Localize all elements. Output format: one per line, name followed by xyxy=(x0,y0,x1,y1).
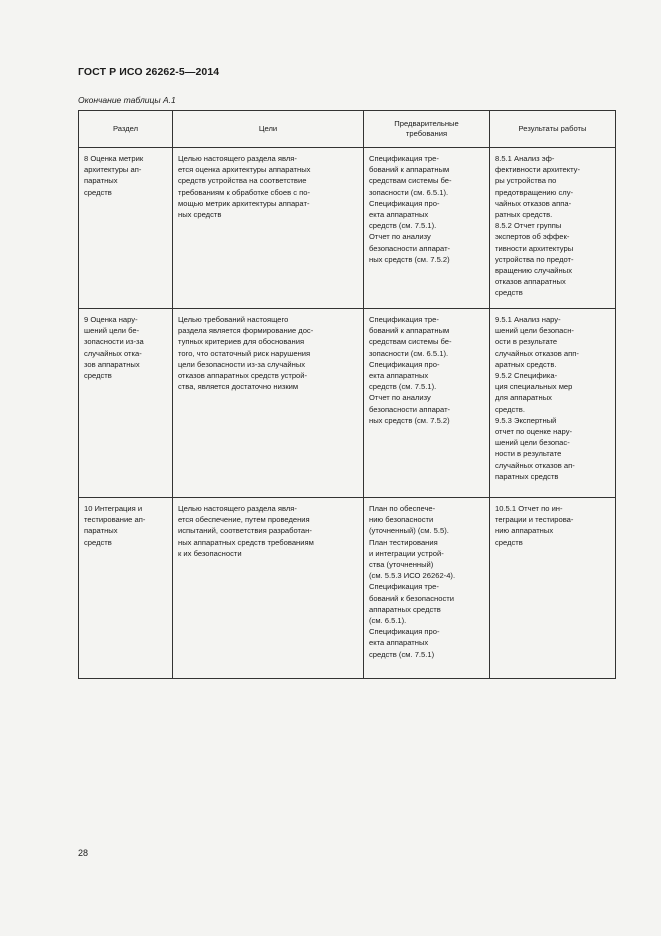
results-text: 10.5.1 Отчет по ин- теграции и тестирова- нию аппаратных средств xyxy=(495,504,574,547)
cell-goal xyxy=(173,148,364,309)
results-text: 9.5.1 Анализ нару- шений цели безопасн- ости в результате случайных отказов апп- аратных средств. 9.5.2 Специфика- ция специальных мер для аппаратных средств. 9.5.3 Экспертный отчет по оценке нару- шений цели безопас- ности в результате случайных отказов ап- паратных средств xyxy=(495,315,579,481)
requirements-table xyxy=(78,110,616,679)
document-title: ГОСТ Р ИСО 26262-5—2014 xyxy=(78,66,220,78)
page-number: 28 xyxy=(78,848,89,858)
table-row xyxy=(79,498,616,679)
cell-goal xyxy=(173,309,364,498)
cell-results xyxy=(490,148,616,309)
table-caption: Окончание таблицы А.1 xyxy=(78,95,176,105)
cell-prerequisites xyxy=(364,148,490,309)
section-text: 9 Оценка нару- шений цели бе- зопасности из-за случайных отка- зов аппаратных средств xyxy=(84,315,144,381)
header-results: Результаты работы xyxy=(490,111,616,148)
results-text: 8.5.1 Анализ эф- фективности архитекту- ры устройства по предотвращению слу- чайных отказов аппа- ратных средств. 8.5.2 Отчет группы экспертов об эффек- тивности архитектуры устройства по предот- вращению случайных отказов аппаратных средств xyxy=(495,154,580,298)
prerequisites-text: Спецификация тре- бований к аппаратным средствам системы бе- зопасности (см. 6.5.1). Спецификация про- екта аппаратных средств (см. 7.5.1). Отчет по анализу безопасности аппарат- ных средств (см. 7.5.2) xyxy=(369,315,452,425)
section-text: 10 Интеграция и тестирование ап- паратных средств xyxy=(84,504,146,547)
cell-prerequisites xyxy=(364,498,490,679)
goal-text: Целью настоящего раздела явля- ется обеспечение, путем проведения испытаний, соответствия разработан- ных аппаратных средств требованиям к их безопасности xyxy=(178,504,314,558)
table-row xyxy=(79,309,616,498)
cell-section xyxy=(79,309,173,498)
cell-results xyxy=(490,498,616,679)
goal-text: Целью требований настоящего раздела является формирование дос- тупных критериев для обоснования того, что остаточный риск нарушения цели безопасности из-за случайных отказов аппаратных средств устрой- ства, является достаточно низким xyxy=(178,315,314,392)
header-prerequisites: Предварительные требования xyxy=(364,111,490,148)
prerequisites-text: План по обеспече- нию безопасности (уточненный) (см. 5.5). План тестирования и интеграции устрой- ства (уточненный) (см. 5.5.3 ИСО 26262-4). Спецификация тре- бований к безопасности аппаратных средств (см. 6.5.1). Спецификация про- екта аппаратных средств (см. 7.5.1) xyxy=(369,504,456,659)
cell-goal xyxy=(173,498,364,679)
header-section: Раздел xyxy=(79,111,173,148)
goal-text: Целью настоящего раздела явля- ется оценка архитектуры аппаратных средств устройства на соответствие требованиям к обработке сбоев с по- мощью метрик архитектуры аппарат- ных средств xyxy=(178,154,311,220)
cell-results xyxy=(490,309,616,498)
table-header-row xyxy=(79,111,616,148)
table-row xyxy=(79,148,616,309)
cell-prerequisites xyxy=(364,309,490,498)
cell-section xyxy=(79,148,173,309)
section-text: 8 Оценка метрик архитектуры ап- паратных средств xyxy=(84,154,144,197)
prerequisites-text: Спецификация тре- бований к аппаратным средствам системы бе- зопасности (см. 6.5.1). Спецификация про- екта аппаратных средств (см. 7.5.1). Отчет по анализу безопасности аппарат- ных средств (см. 7.5.2) xyxy=(369,154,452,264)
header-goals: Цели xyxy=(173,111,364,148)
cell-section xyxy=(79,498,173,679)
